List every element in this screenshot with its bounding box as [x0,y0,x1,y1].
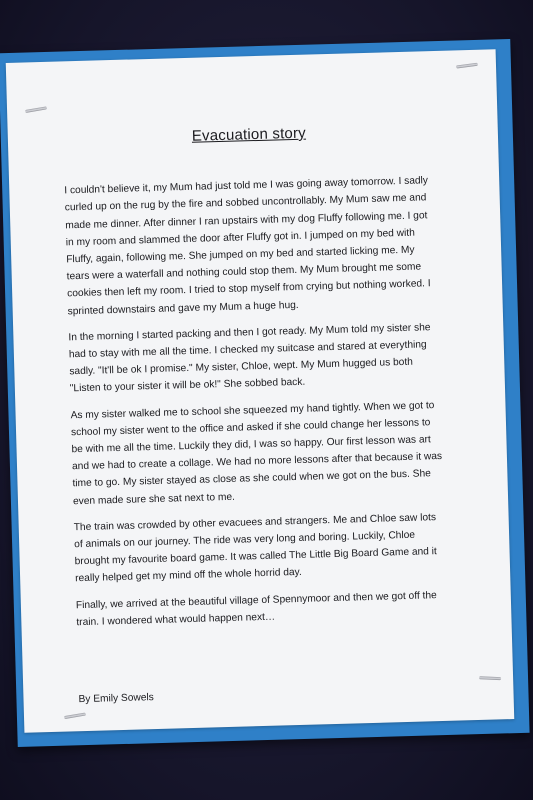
story-paragraph: As my sister walked me to school she squeezed my hand tightly. When we got to school my sister went to the office and asked if she could change her lessons to be with me all the time. Luckily they did, I was so happy. Our first lesson was art and we had to create a collage. We had no more lessons after that because it was time to go. My sister stayed as close as she could when we got on the bus. She even made sure she sat next to me. [70,399,443,507]
story-paragraph: In the morning I started packing and then I got ready. My Mum told my sister she had to stay with me all the time. I checked my suitcase and stared at everything sadly. "It'll be ok I promise." My sister, Chloe, wept. My Mum hugged us both "Listen to your sister it will be ok!" She sobbed back. [68,322,431,395]
paper-sheet [6,49,515,732]
story-paragraph: The train was crowded by other evacuees and strangers. Me and Chloe saw lots of animals on our journey. The ride was very long and boring. Luckily, Chloe brought my favourite board game. It was called The Little Big Board Game and it really helped get my mind off the whole horrid day. [73,511,437,585]
staple-icon [456,63,478,69]
staple-icon [479,676,501,680]
staple-icon [64,712,86,719]
author-byline: By Emily Sowels [78,692,154,706]
story-paragraph: I couldn't believe it, my Mum had just told me I was going away tomorrow. I sadly curled up on the rug by the fire and sobbed uncontrollably. My Mum saw me and made me dinner. After dinner I ran upstairs with my dog Fluffy following me. I got in my room and slammed the door after Fluffy got in. I jumped on my bed with Fluffy, again, following me. She jumped on my bed and started licking me. My tears were a waterfall and nothing could stop them. My Mum brought me some cookies then left my room. I tried to stop myself from crying but nothing worked. I sprinted downstairs and gave my Mum a huge hug. [64,175,431,317]
story-paragraph: Finally, we arrived at the beautiful village of Spennymoor and then we got off the train. I wondered what would happen next… [75,589,437,629]
story-text [63,121,451,708]
story-title: Evacuation story [191,124,307,145]
staple-icon [25,106,47,113]
